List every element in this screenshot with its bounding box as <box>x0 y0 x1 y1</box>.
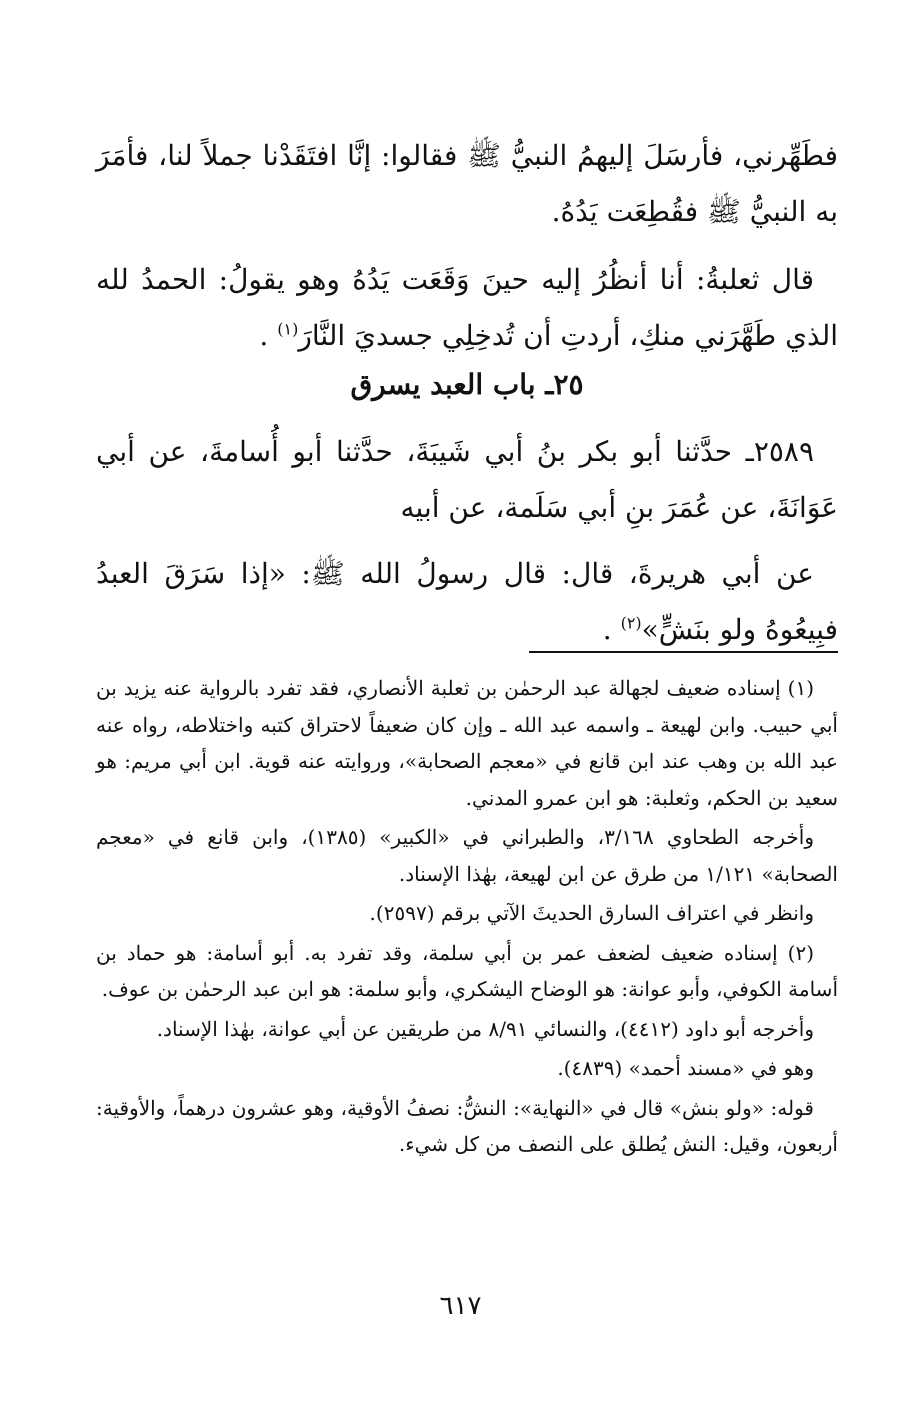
footnote-1-sources: وأخرجه الطحاوي ٣/١٦٨، والطبراني في «الكبير» (١٣٨٥)، وابن قانع في «معجم الصحابة» ١/١٢١ من طرق عن ابن لهيعة، بهٰذا الإسناد. <box>96 825 838 886</box>
footnote-1-see-also: وانظر في اعتراف السارق الحديثَ الآتي برقم (٢٥٩٧). <box>369 901 814 925</box>
main-paragraph-2 <box>96 252 838 364</box>
footnote-ref-2: (٢) <box>620 613 642 633</box>
footnote-2-musnad: وهو في «مسند أحمد» (٤٨٣٩). <box>557 1056 814 1080</box>
main-paragraph-2-end: . <box>259 319 278 352</box>
footnote-2-sources: وأخرجه أبو داود (٤٤١٢)، والنسائي ٨/٩١ من طريقين عن أبي عوانة، بهٰذا الإسناد. <box>156 1016 814 1041</box>
footnote-2-gloss: قوله: «ولو بنش» قال في «النهاية»: النشُّ: نصفُ الأوقية، وهو عشرون درهماً، والأوقية: أربعون، وقيل: النش يُطلق على النصف من كل شيء. <box>96 1095 838 1156</box>
footnote-2: (٢) إسناده ضعيف لضعف عمر بن أبي سلمة، وقد تفرد به. أبو أسامة: هو حماد بن أسامة الكوفي، وأبو عوانة: هو الوضاح اليشكري، وأبو سلمة: هو ابن عبد الرحمٰن بن عوف. <box>96 940 838 1001</box>
hadith-matn-end: . <box>602 613 621 646</box>
main-text <box>96 128 838 376</box>
footnote-ref-1: (١) <box>277 319 299 339</box>
footnote-separator <box>529 651 838 653</box>
main-paragraph-1: فطَهِّرني، فأرسَلَ إليهمُ النبيُّ ﷺ فقالوا: إنَّا افتَقَدْنا جملاً لنا، فأمَرَ به النبيُّ ﷺ فقُطِعَت يَدُهُ. <box>96 139 838 228</box>
hadith-matn <box>96 546 838 658</box>
hadith-matn-text: عن أبي هريرةَ، قال: قال رسولُ الله ﷺ: «إذا سَرَقَ العبدُ فبِيعُوهُ ولو بنَشٍّ» <box>96 557 838 646</box>
footnotes <box>96 670 838 1166</box>
hadith-isnad: ٢٥٨٩ـ حدَّثنا أبو بكر بنُ أبي شَيبَةَ، حدَّثنا أبو أُسامةَ، عن أبي عَوَانَةَ، عن عُمَرَ بنِ أبي سَلَمة، عن أبيه <box>96 435 838 524</box>
main-paragraph-2-text: قال ثعلبةُ: أنا أنظُرُ إليه حينَ وَقَعَت يَدُهُ وهو يقولُ: الحمدُ لله الذي طَهَّرَني منكِ، أردتِ أن تُدخِلِي جسديَ النَّارَ <box>96 263 838 352</box>
footnote-1: (١) إسناده ضعيف لجهالة عبد الرحمٰن بن ثعلبة الأنصاري، فقد تفرد بالرواية عنه يزيد بن أبي حبيب. وابن لهيعة ـ واسمه عبد الله ـ وإن كان ضعيفاً لاحتراق كتبه واختلاطه، رواه عنه عبد الله بن وهب عند ابن قانع في «معجم الصحابة»، وروايته عنه قوية. ابن أبي مريم: هو سعيد بن الحكم، وثعلبة: هو ابن عمرو المدني. <box>96 676 838 810</box>
page-number: ٦١٧ <box>439 1291 482 1321</box>
chapter-title: ٢٥ـ باب العبد يسرق <box>350 368 584 401</box>
hadith-text <box>96 424 838 668</box>
